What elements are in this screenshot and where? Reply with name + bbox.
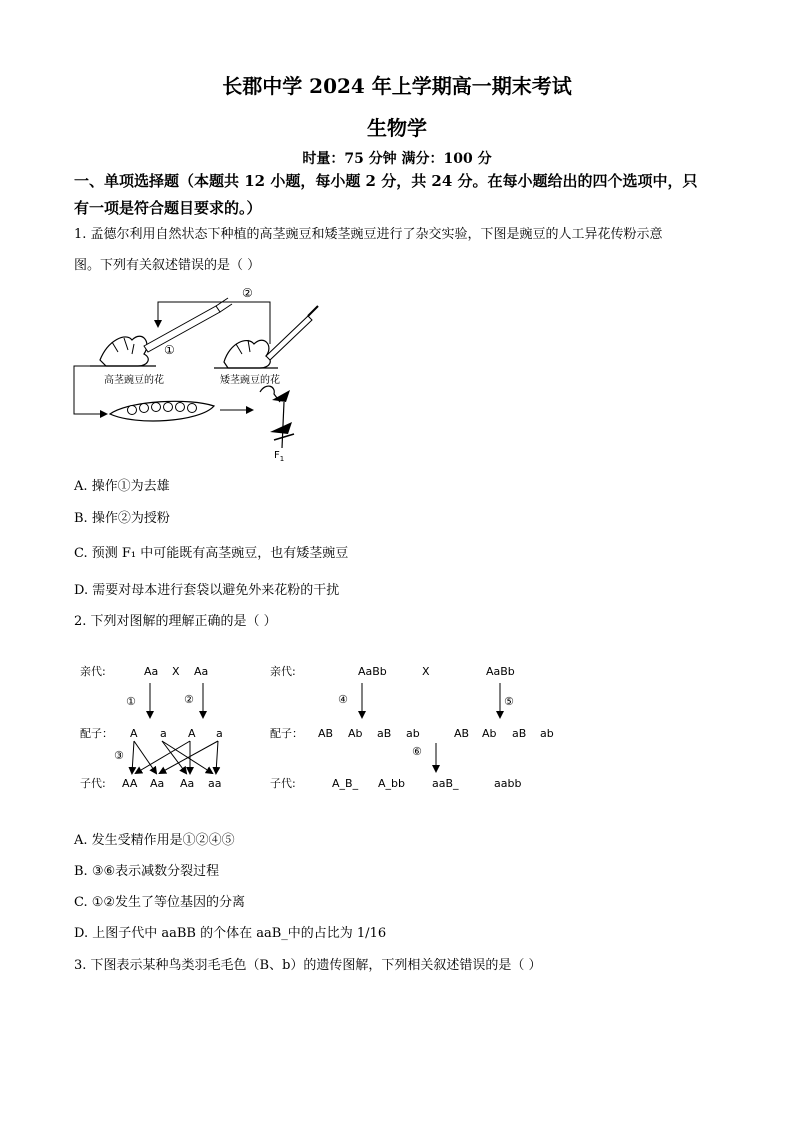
q2-option-a: A. 发生受精作用是①②④⑤ — [74, 833, 235, 848]
right-gamete-6: Ab — [482, 727, 497, 740]
q1-stem-line2: 图。下列有关叙述错误的是（ ） — [74, 258, 261, 273]
pea-pod-icon — [110, 401, 214, 421]
left-offspring-4: aa — [208, 777, 222, 790]
left-parent-1: Aa — [144, 665, 159, 678]
section-heading-line2: 有一项是符合题目要求的。） — [74, 199, 262, 217]
brush-icon — [266, 306, 318, 360]
subject-title: 生物学 — [367, 116, 427, 140]
marker-4: ④ — [338, 693, 348, 706]
q3-stem: 3. 下图表示某种鸟类羽毛毛色（B、b）的遗传图解，下列相关叙述错误的是（ ） — [74, 958, 542, 973]
time-score-line: 时量：75 分钟 满分：100 分 — [302, 151, 492, 167]
right-parent-2: AaBb — [486, 665, 515, 678]
label-f1: $F_1$ — [274, 450, 285, 462]
left-cross: X — [172, 665, 180, 678]
right-offspring-2: A_bb — [378, 777, 405, 790]
right-cross: X — [422, 665, 430, 678]
right-gamete-1: AB — [318, 727, 334, 740]
section-heading-line1: 一、单项选择题（本题共 12 小题，每小题 2 分，共 24 分。在每小题给出的四个选项中，只 — [74, 172, 698, 190]
label-short-flower: 矮茎豌豆的花 — [220, 375, 280, 386]
arrow-head-icon — [246, 406, 254, 414]
q2-option-c: C. ①②发生了等位基因的分离 — [74, 895, 246, 910]
q2-option-d: D. 上图子代中 aaBB 的个体在 aaB_中的占比为 1/16 — [74, 926, 387, 941]
marker-2: ② — [242, 286, 253, 300]
right-gamete-8: ab — [540, 727, 554, 740]
f1-plant-icon — [260, 386, 294, 448]
right-gamete-2: Ab — [348, 727, 363, 740]
right-offspring-1: A_B_ — [332, 777, 359, 790]
label-tall-flower: 高茎豌豆的花 — [104, 375, 164, 386]
right-offspring-4: aabb — [494, 777, 522, 790]
q2-stem: 2. 下列对图解的理解正确的是（ ） — [74, 614, 277, 629]
gamete-label-left: 配子： — [80, 727, 113, 740]
section-heading — [74, 168, 734, 222]
q1-stem-line1: 1. 孟德尔利用自然状态下种植的高茎豌豆和矮茎豌豆进行了杂交实验，下图是豌豆的人工异花传粉示意 — [74, 227, 663, 242]
gamete-label-right: 配子： — [270, 727, 303, 740]
left-offspring-2: Aa — [150, 777, 165, 790]
q1-option-a: A. 操作①为去雄 — [74, 479, 170, 494]
left-gamete-4: a — [216, 727, 223, 740]
marker-1: ① — [164, 343, 175, 357]
right-offspring-3: aaB_ — [432, 777, 459, 790]
marker-6: ⑥ — [412, 745, 422, 758]
q1-option-c: C. 预测 F₁ 中可能既有高茎豌豆，也有矮茎豌豆 — [74, 546, 349, 561]
marker-1: ① — [126, 695, 136, 708]
q2-genetics-diagram — [70, 655, 570, 800]
q1-option-d: D. 需要对母本进行套袋以避免外来花粉的干扰 — [74, 583, 340, 598]
left-gamete-1: A — [130, 727, 138, 740]
marker-3: ③ — [114, 749, 124, 762]
right-gamete-4: ab — [406, 727, 420, 740]
right-gamete-3: aB — [377, 727, 392, 740]
offspring-label-right: 子代: — [270, 777, 296, 790]
left-gamete-3: A — [188, 727, 196, 740]
right-gamete-5: AB — [454, 727, 470, 740]
left-offspring-3: Aa — [180, 777, 195, 790]
right-gamete-7: aB — [512, 727, 527, 740]
arrow-head-icon — [154, 320, 162, 328]
q1-option-b: B. 操作②为授粉 — [74, 511, 170, 526]
marker-5: ⑤ — [504, 695, 514, 708]
exam-title: 长郡中学 2024 年上学期高一期末考试 — [222, 74, 572, 98]
q2-option-b: B. ③⑥表示减数分裂过程 — [74, 864, 220, 879]
offspring-label-left: 子代: — [80, 777, 106, 790]
marker-2: ② — [184, 693, 194, 706]
parent-label-left: 亲代: — [80, 665, 106, 678]
right-parent-1: AaBb — [358, 665, 387, 678]
parent-label-right: 亲代: — [270, 665, 296, 678]
left-offspring-1: AA — [122, 777, 138, 790]
q1-stem — [74, 219, 734, 281]
left-parent-2: Aa — [194, 665, 209, 678]
q1-pollination-figure — [60, 282, 330, 462]
tall-pea-flower-icon — [90, 336, 156, 366]
arrow-head-icon — [100, 410, 108, 418]
left-gamete-2: a — [160, 727, 167, 740]
